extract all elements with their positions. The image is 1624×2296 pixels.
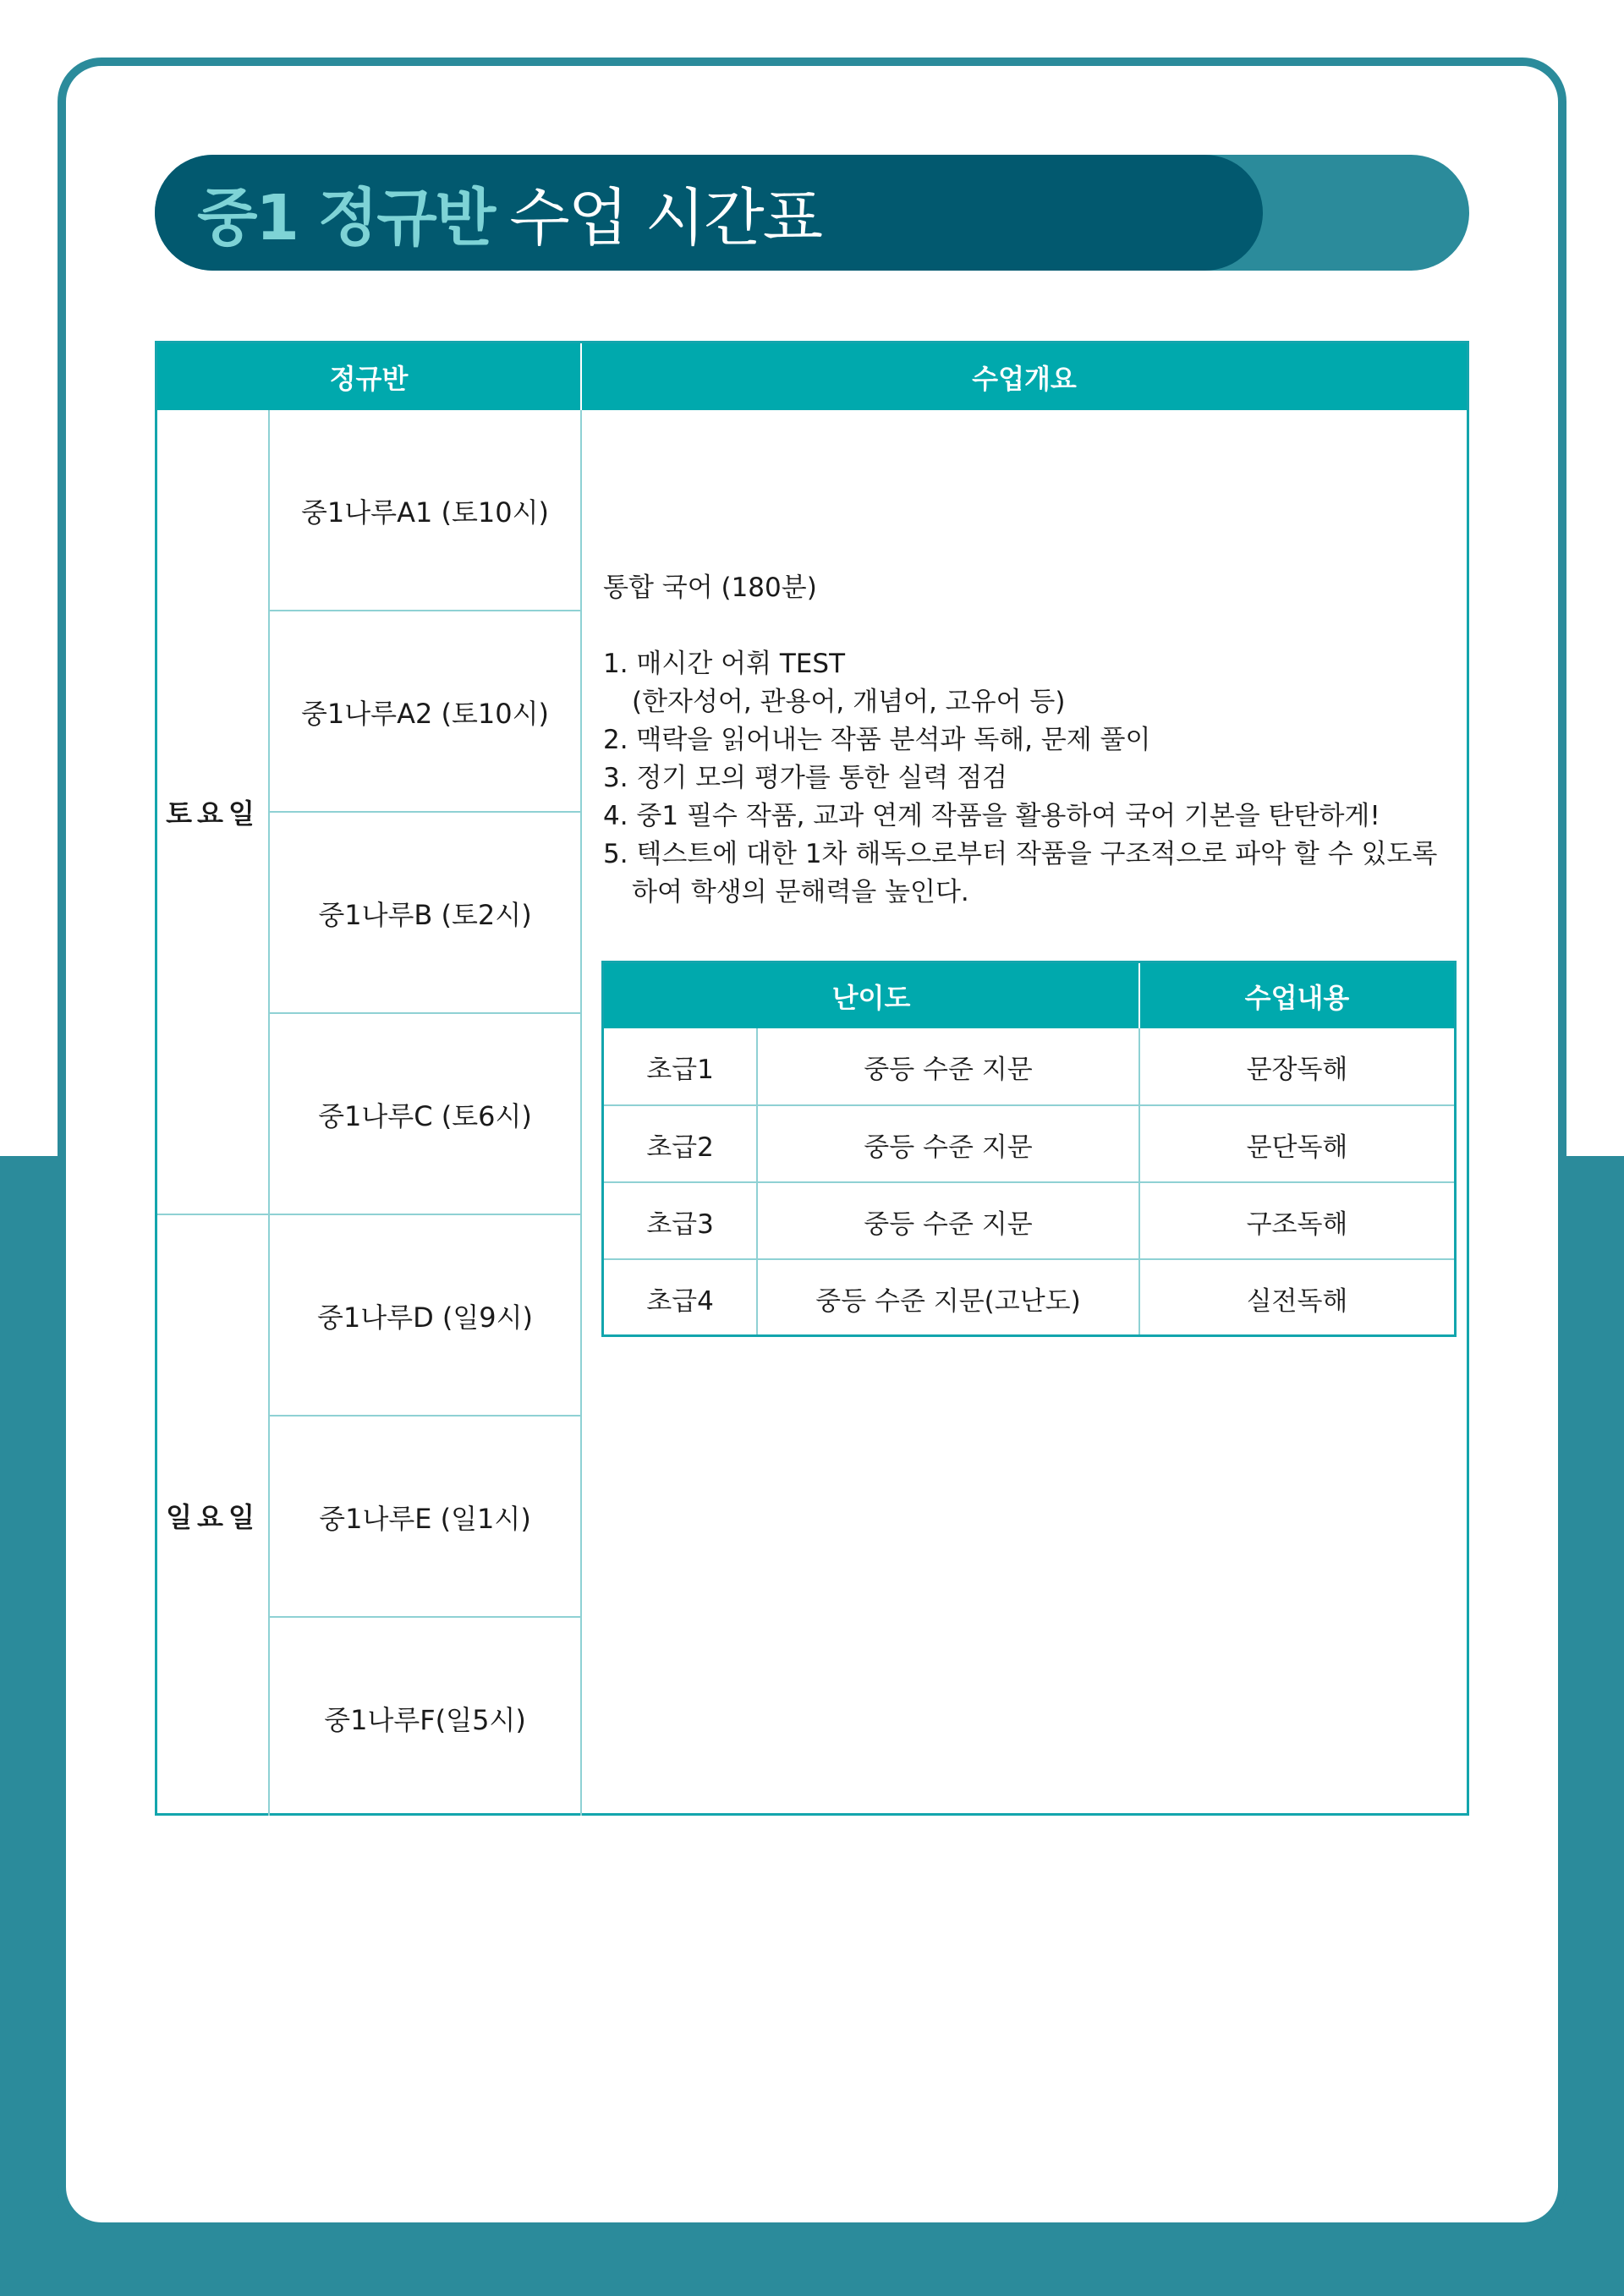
overview-heading: 통합 국어 (180분) [603,573,817,603]
class-cell: 중1나루F(일5시) [324,1703,526,1736]
desc-cell: 중등 수준 지문(고난도) [815,1285,1081,1317]
desc-cell: 중등 수준 지문 [864,1132,1033,1163]
desc-cell: 중등 수준 지문 [864,1208,1033,1240]
class-cell: 중1나루B (토2시) [318,898,532,931]
title-inner [155,155,1263,271]
header-difficulty: 난이도 [604,963,1140,1028]
overview-line: 하여 학생의 문해력을 높인다. [632,877,969,907]
header-content: 수업내용 [1140,963,1454,1028]
overview-line: (한자성어, 관용어, 개념어, 고유어 등) [632,687,1066,717]
day-saturday: 토요일 [166,797,260,830]
class-cell: 중1나루E (일1시) [319,1502,531,1535]
content-cell: 문단독해 [1246,1132,1348,1163]
day-sunday: 일요일 [166,1501,260,1533]
header-class: 정규반 [157,343,582,410]
divider [580,410,582,1816]
level-cell: 초급1 [646,1054,714,1085]
header-overview: 수업개요 [582,343,1467,410]
level-cell: 초급4 [646,1285,714,1317]
class-cell: 중1나루A1 (토10시) [300,496,550,529]
title-banner [155,155,1469,271]
overview-line: 1. 매시간 어휘 TEST [603,649,846,679]
spacer [603,607,1457,645]
title-highlight: 중1 정규반 [197,181,495,255]
level-cell: 초급2 [646,1132,714,1163]
content-cell: 구조독해 [1246,1208,1348,1240]
desc-cell: 중등 수준 지문 [864,1054,1033,1085]
class-cell: 중1나루A2 (토10시) [300,697,550,730]
class-cell: 중1나루C (토6시) [318,1099,532,1132]
difficulty-table [601,961,1457,1337]
content-cell: 실전독해 [1246,1285,1348,1317]
overview-line: 5. 텍스트에 대한 1차 해독으로부터 작품을 구조적으로 파악 할 수 있도록 [603,839,1438,869]
content-cell: 문장독해 [1246,1054,1348,1085]
level-cell: 초급3 [646,1208,714,1240]
overview-line: 4. 중1 필수 작품, 교과 연계 작품을 활용하여 국어 기본을 탄탄하게! [603,801,1380,831]
overview-line: 3. 정기 모의 평가를 통한 실력 점검 [603,763,1007,793]
class-cell: 중1나루D (일9시) [316,1301,534,1334]
title-rest: 수업 시간표 [509,181,822,255]
schedule-table [155,341,1469,1816]
overview-line: 2. 맥락을 읽어내는 작품 분석과 독해, 문제 풀이 [603,725,1151,755]
course-overview [603,569,1457,912]
